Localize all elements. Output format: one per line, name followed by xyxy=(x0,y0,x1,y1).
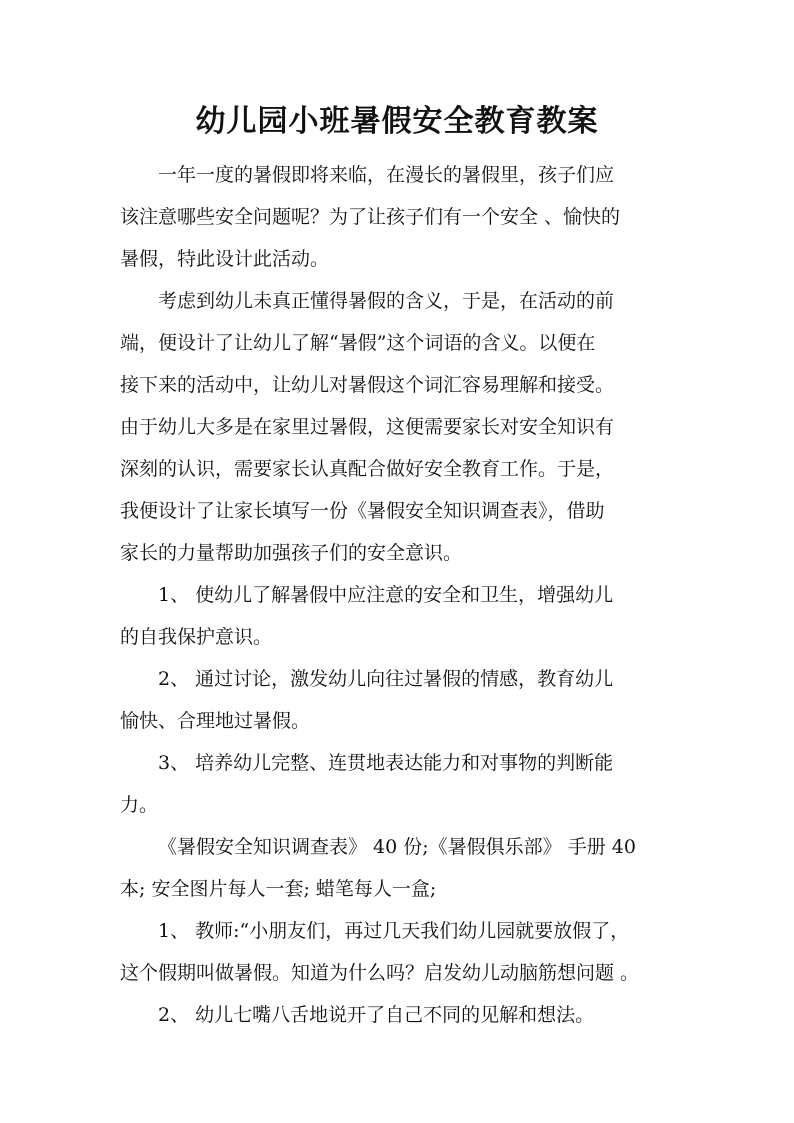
text-line: 3、 培养幼儿完整、连贯地表达能力和对事物的判断能 xyxy=(158,752,614,774)
text-line: 2、 幼儿七嘴八舌地说开了自己不同的见解和想法。 xyxy=(158,1004,595,1026)
text-line: 2、 通过讨论，激发幼儿向往过暑假的情感，教育幼儿 xyxy=(158,668,614,690)
text-line: 愉快、合理地过暑假。 xyxy=(120,710,311,732)
text-line: 我便设计了让家长填写一份《暑假安全知识调查表》，借助 xyxy=(120,500,605,522)
text-line: 1、 使幼儿了解暑假中应注意的安全和卫生，增强幼儿 xyxy=(158,584,614,606)
paragraph-materials xyxy=(120,826,680,910)
document-title: 幼儿园小班暑假安全教育教案 xyxy=(195,104,599,139)
text-line: 本; 安全图片每人一套; 蜡笔每人一盒; xyxy=(120,878,437,900)
text-line: 一年一度的暑假即将来临，在漫长的暑假里，孩子们应 xyxy=(158,164,615,186)
paragraph-goal-3 xyxy=(120,742,680,826)
text-line: 的自我保护意识。 xyxy=(120,626,273,648)
text-line: 接下来的活动中，让幼儿对暑假这个词汇容易理解和接受。 xyxy=(120,374,615,396)
text-line: 端，便设计了让幼儿了解“暑假”这个词语的含义。以便在 xyxy=(120,332,596,354)
text-line: 这个假期叫做暑假。知道为什么吗？启发幼儿动脑筋想问题 。 xyxy=(120,962,640,984)
text-line: 深刻的认识，需要家长认真配合做好安全教育工作。于是， xyxy=(120,458,615,480)
text-line: 该注意哪些安全问题呢？为了让孩子们有一个安全 、愉快的 xyxy=(120,206,621,228)
text-line: 《暑假安全知识调查表》 40 份;《暑假俱乐部》 手册 40 xyxy=(158,836,636,858)
paragraph-process-1 xyxy=(120,910,680,994)
text-line: 暑假，特此设计此活动。 xyxy=(120,248,330,270)
text-line: 由于幼儿大多是在家里过暑假，这便需要家长对安全知识有 xyxy=(120,416,615,438)
text-line: 1、 教师:“小朋友们，再过几天我们幼儿园就要放假了， xyxy=(158,920,630,942)
document-body xyxy=(120,154,680,1036)
text-line: 考虑到幼儿未真正懂得暑假的含义，于是，在活动的前 xyxy=(158,290,615,312)
text-line: 力。 xyxy=(120,794,159,816)
paragraph-process-2 xyxy=(120,994,680,1036)
text-line: 家长的力量帮助加强孩子们的安全意识。 xyxy=(120,542,463,564)
paragraph-intro xyxy=(120,154,680,280)
paragraph-goal-1 xyxy=(120,574,680,658)
paragraph-design xyxy=(120,280,680,574)
paragraph-goal-2 xyxy=(120,658,680,742)
